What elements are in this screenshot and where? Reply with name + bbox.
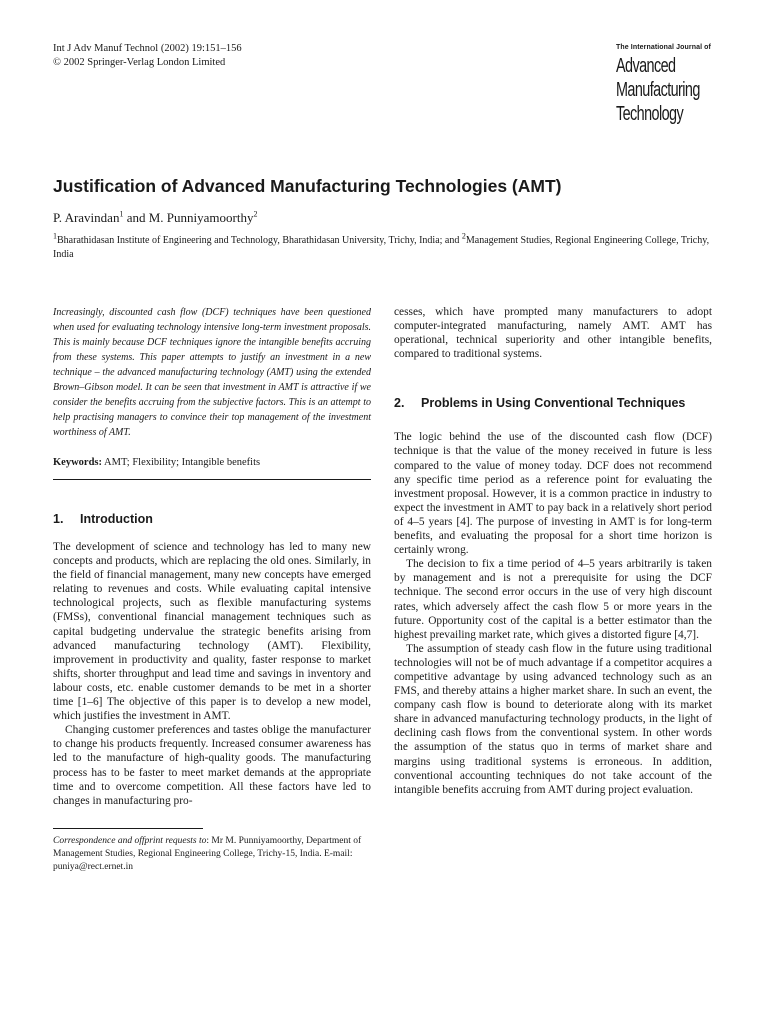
section-1-paragraph-2: Changing customer preferences and tastes oblige the manufacturer to change his products frequently. Increased consumer awareness has led to the manufacture of high-quality goods. The manufacturing process has to be faster to meet market demands at the appropriate time and to overcome competition. All these factors have led to changes in manufacturing pro- <box>53 724 371 807</box>
citation-line: Int J Adv Manuf Technol (2002) 19:151–156 <box>53 43 242 54</box>
section-2-paragraph-3: The assumption of steady cash flow in the future using traditional technologies will not be of much advantage if a competitor acquires a competitive advantage by using advanced technology such as an FMS, and thereby attains a higher market share. In such an event, the company cash flow is bound to deteriorate along with its market share in advanced manufacturing technology products, in the light of declining cash flows from the conventional system. In other words the assumption of the status quo in terms of market share and margins using traditional systems is erroneous. In addition, conventional accounting techniques do not take account of the intangible benefits accruing from AMT during project evaluation. <box>394 642 712 796</box>
author-2: M. Punniyamoorthy <box>148 210 254 225</box>
copyright-line: © 2002 Springer-Verlag London Limited <box>53 57 226 68</box>
journal-logo-prefix: The International Journal of <box>616 44 711 51</box>
section-1-number: 1. <box>53 512 64 526</box>
section-1-heading <box>53 511 371 527</box>
affil-2-mark: 2 <box>461 231 466 241</box>
author-2-affil-mark: 2 <box>253 209 258 219</box>
affiliations <box>53 231 718 261</box>
abstract-divider <box>53 479 371 480</box>
affil-2: Management Studies, Regional Engineering College, Trichy, India <box>53 235 710 260</box>
section-1-title: Introduction <box>80 512 153 526</box>
journal-logo-line-3: Technology <box>616 103 684 125</box>
footnote-text: : Mr M. Punniyamoorthy, Department of Management Studies, Regional Engineering College, Trichy-15, India. E-mail: puniya@rect.ernet.in <box>53 835 362 872</box>
abstract: Increasingly, discounted cash flow (DCF) techniques have been questioned when used for evaluating technology intensive long-term investment proposals. This is mainly because DCF techniques ignore the intangible benefits accruing from these systems. This paper attempts to justify an investment in a new technique – the advanced manufacturing technology (AMT) using the extended Brown–Gibson model. It can be seen that investment in AMT is attractive if we consider the benefits accruing from the subjective factors. This is an attempt to help practising managers to convince their top management of the investment worthiness of AMT. <box>53 307 371 438</box>
section-2-paragraph-2: The decision to fix a time period of 4–5 years arbitrarily is taken by management and is not a prerequisite for using the DCF technique. The second error occurs in the use of very high discount rates, which adversely affect the cash flow 5 or more years in the future. Opportunity cost of the capital is a better estimator than the highest prevailing market rate, which gives a distorted figure [4,7]. <box>394 558 712 641</box>
correspondence-footnote <box>53 835 371 874</box>
author-list <box>53 210 257 226</box>
section-2-title: Problems in Using Conventional Techniques <box>421 396 686 411</box>
section-2-heading <box>394 395 712 411</box>
journal-logo-line-2: Manufacturing <box>616 79 700 101</box>
keywords <box>53 456 371 470</box>
continuation-paragraph: cesses, which have prompted many manufacturers to adopt computer-integrated manufacturing, namely AMT. AMT has operational, technical superiority and other intangible benefits, compared to traditional systems. <box>394 306 712 361</box>
footnote-label: Correspondence and offprint requests to <box>53 835 207 846</box>
keywords-label: Keywords: <box>53 457 102 468</box>
affil-1-mark: 1 <box>53 231 57 241</box>
section-2-number: 2. <box>394 396 405 411</box>
author-1-affil-mark: 1 <box>119 209 124 219</box>
footnote-divider <box>53 828 203 829</box>
journal-logo <box>616 44 736 126</box>
section-1-paragraph-1: The development of science and technology has led to many new concepts and products, which are replacing the old ones. Similarly, in the field of financial management, many new concepts have emerged relating to revenues and costs. While evaluating capital intensive technological projects, such as flexible manufacturing systems (FMSs), conventional financial management techniques such as capital budgeting undervalue the strategic benefits arising from advanced manufacturing technology (AMT). Flexibility, improvement in productivity and quality, faster response to market shifts, shorter throughput and lead time and savings in inventory and labour costs, etc. enable customer demands to be met in a shorter time [1–6] The objective of this paper is to develop a new model, which justifies the investment in AMT. <box>53 541 371 723</box>
right-column <box>394 305 712 797</box>
journal-logo-line-1: Advanced <box>616 55 676 77</box>
section-2-paragraph-1: The logic behind the use of the discounted cash flow (DCF) technique is that the value of the money received in future is less compared to the value of money today. DCF does not recommend any specific time period as a reference point for evaluating the investment proposal. However, it is a common practice in industry to expect the investment in AMT to pay back in a relatively short period of 4–5 years [4]. The purpose of investing in AMT is for long-term benefits, and evaluating the proposal for a short time horizon is certainly wrong. <box>394 431 712 557</box>
author-conjunction: and <box>123 210 149 225</box>
paper-title: Justification of Advanced Manufacturing Technologies (AMT) <box>53 176 562 196</box>
keywords-text: AMT; Flexibility; Intangible benefits <box>102 457 261 468</box>
journal-citation-block <box>53 42 242 70</box>
affil-1: Bharathidasan Institute of Engineering and Technology, Bharathidasan University, Trichy, India; and <box>57 235 462 246</box>
left-column <box>53 305 371 874</box>
author-1: P. Aravindan <box>53 210 120 225</box>
